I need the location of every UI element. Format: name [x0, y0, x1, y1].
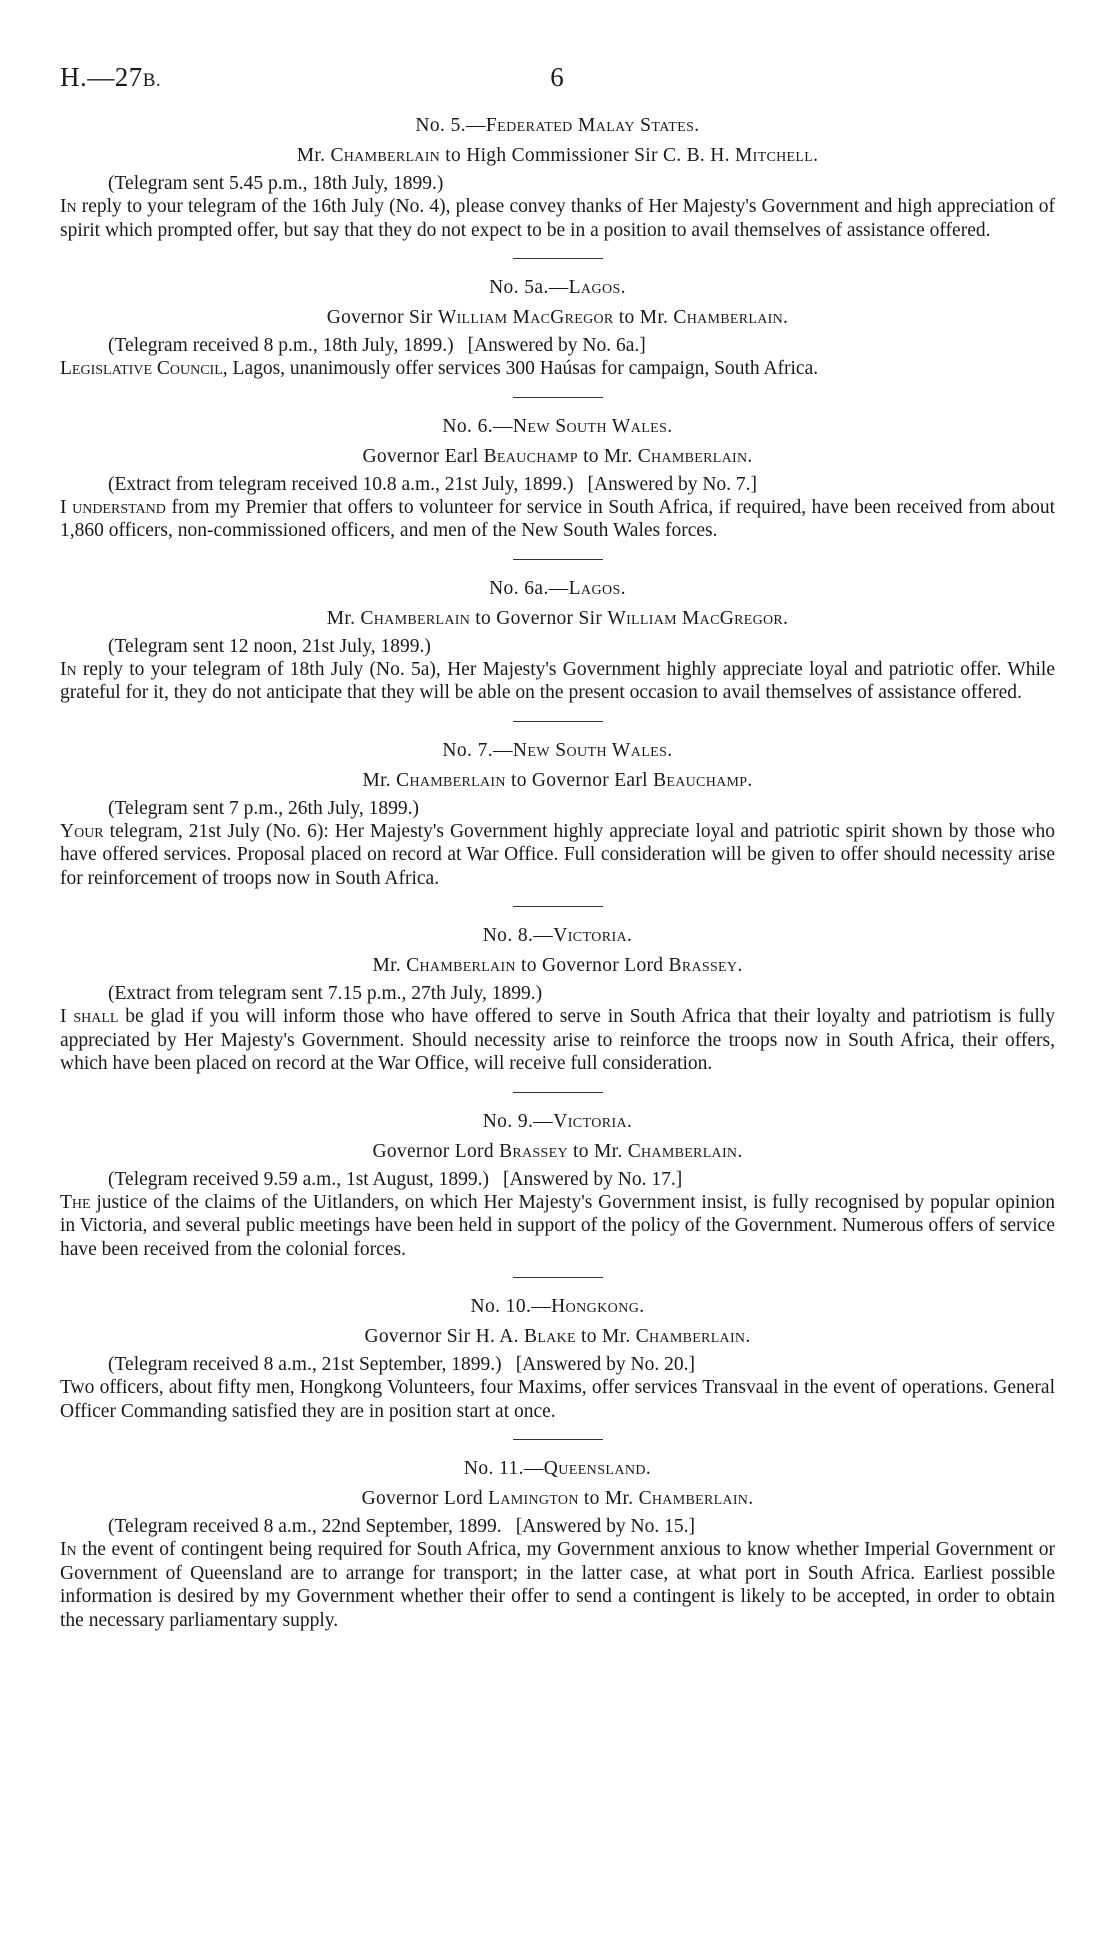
section-title: No. 9.—Victoria. — [482, 1110, 633, 1132]
telegram-meta: (Telegram sent 5.45 p.m., 18th July, 1899.) — [108, 173, 444, 194]
telegram-meta: (Telegram sent 7 p.m., 26th July, 1899.) — [108, 797, 419, 819]
telegram-section — [60, 737, 1055, 891]
section-divider — [513, 721, 603, 722]
telegram-list — [60, 112, 1055, 1632]
section-title: No. 7.—New South Wales. — [442, 739, 673, 761]
telegram-section — [60, 1455, 1055, 1632]
section-title: No. 5a.—Lagos. — [489, 277, 626, 298]
telegram-body: In the event of contingent being required for South Africa, my Government anxious to know whether Imperial Government or Government of Queensland are to arrange for transport; in the latter case, at what port in South Africa. Earliest possible information is desired by my Government whether their offer to send a contingent is likely to be accepted, in order to obtain the necessary parliamentary supply. — [60, 1539, 1055, 1631]
section-title: No. 8.—Victoria. — [482, 925, 633, 946]
section-title: No. 6.—New South Wales. — [442, 415, 673, 437]
telegram-section — [60, 1108, 1055, 1262]
document-code: H.—27B. — [60, 62, 162, 92]
section-sender-recipient: Governor Sir H. A. Blake to Mr. Chamberlain. — [364, 1326, 751, 1347]
section-sender-recipient: Mr. Chamberlain to High Commissioner Sir C. B. H. Mitchell. — [296, 145, 819, 166]
telegram-meta: (Telegram received 8 p.m., 18th July, 1899.) [Answered by No. 6a.] — [108, 335, 646, 356]
telegram-section — [60, 1293, 1055, 1423]
section-sender-recipient: Governor Lord Lamington to Mr. Chamberlain. — [361, 1488, 754, 1509]
telegram-meta: (Extract from telegram received 10.8 a.m., 21st July, 1899.) [Answered by No. 7.] — [108, 473, 758, 495]
section-sender-recipient: Governor Earl Beauchamp to Mr. Chamberlain. — [362, 445, 753, 467]
section-divider — [513, 559, 603, 560]
telegram-meta: (Telegram received 8 a.m., 21st September, 1899.) [Answered by No. 20.] — [108, 1354, 695, 1375]
section-sender-recipient: Mr. Chamberlain to Governor Lord Brassey. — [372, 955, 743, 976]
section-sender-recipient: Mr. Chamberlain to Governor Sir William MacGregor. — [326, 607, 789, 629]
section-title: No. 10.—Hongkong. — [470, 1296, 645, 1317]
telegram-section — [60, 575, 1055, 705]
telegram-meta: (Extract from telegram sent 7.15 p.m., 27th July, 1899.) — [108, 983, 543, 1004]
section-divider — [513, 397, 603, 398]
telegram-body: I understand from my Premier that offers to volunteer for service in South Africa, if required, have been received from about 1,860 officers, non-commissioned officers, and men of the New South Wales forces. — [60, 496, 1055, 541]
section-sender-recipient: Mr. Chamberlain to Governor Earl Beauchamp. — [362, 769, 753, 791]
telegram-body: In reply to your telegram of 18th July (No. 5a), Her Majesty's Government highly appreciate loyal and patriotic offer. While grateful for it, they do not anticipate that they will be able on the present occasion to avail themselves of assistance offered. — [60, 658, 1055, 703]
page-number: 6 — [550, 62, 564, 92]
telegram-body: Legislative Council, Lagos, unanimously offer services 300 Haúsas for campaign, South Africa. — [60, 358, 819, 379]
telegram-meta: (Telegram received 8 a.m., 22nd September, 1899. [Answered by No. 15.] — [108, 1516, 695, 1537]
section-divider — [513, 1277, 603, 1278]
telegram-meta: (Telegram sent 12 noon, 21st July, 1899.) — [108, 635, 431, 657]
telegram-body: I shall be glad if you will inform those who have offered to serve in South Africa that their loyalty and patriotism is fully appreciated by Her Majesty's Government. Should necessity arise to reinforce the troops now in South Africa, their offers, which have been placed on record at the War Office, will receive full consideration. — [60, 1006, 1055, 1074]
telegram-section — [60, 922, 1055, 1076]
telegram-section — [60, 112, 1055, 242]
telegram-body: In reply to your telegram of the 16th July (No. 4), please convey thanks of Her Majesty's Government and high appreciation of spirit which prompted offer, but say that they do not expect to be in a position to avail themselves of assistance offered. — [60, 196, 1055, 241]
telegram-body: Your telegram, 21st July (No. 6): Her Majesty's Government highly appreciate loyal and patriotic spirit shown by those who have offered services. Proposal placed on record at War Office. Full consideration will be given to offer should necessity arise for reinforcement of troops now in South Africa. — [60, 820, 1055, 889]
telegram-section — [60, 413, 1055, 543]
section-divider — [513, 1092, 603, 1093]
telegram-body: Two officers, about fifty men, Hongkong Volunteers, four Maxims, offer services Transvaal in the event of operations. General Officer Commanding satisfied they are in position start at once. — [60, 1377, 1055, 1422]
section-title: No. 5.—Federated Malay States. — [415, 115, 700, 136]
section-sender-recipient: Governor Sir William MacGregor to Mr. Chamberlain. — [326, 307, 789, 328]
section-title: No. 6a.—Lagos. — [489, 577, 626, 599]
section-sender-recipient: Governor Lord Brassey to Mr. Chamberlain. — [372, 1140, 743, 1162]
section-divider — [513, 1439, 603, 1440]
telegram-section — [60, 274, 1055, 381]
section-divider — [513, 906, 603, 907]
telegram-body: The justice of the claims of the Uitlanders, on which Her Majesty's Government insist, is fully recognised by popular opinion in Victoria, and several public meetings have been held in support of the policy of the Government. Numerous offers of service have been received from the colonial forces. — [60, 1191, 1055, 1260]
section-title: No. 11.—Queensland. — [463, 1458, 652, 1479]
section-divider — [513, 258, 603, 259]
telegram-meta: (Telegram received 9.59 a.m., 1st August, 1899.) [Answered by No. 17.] — [108, 1168, 683, 1190]
